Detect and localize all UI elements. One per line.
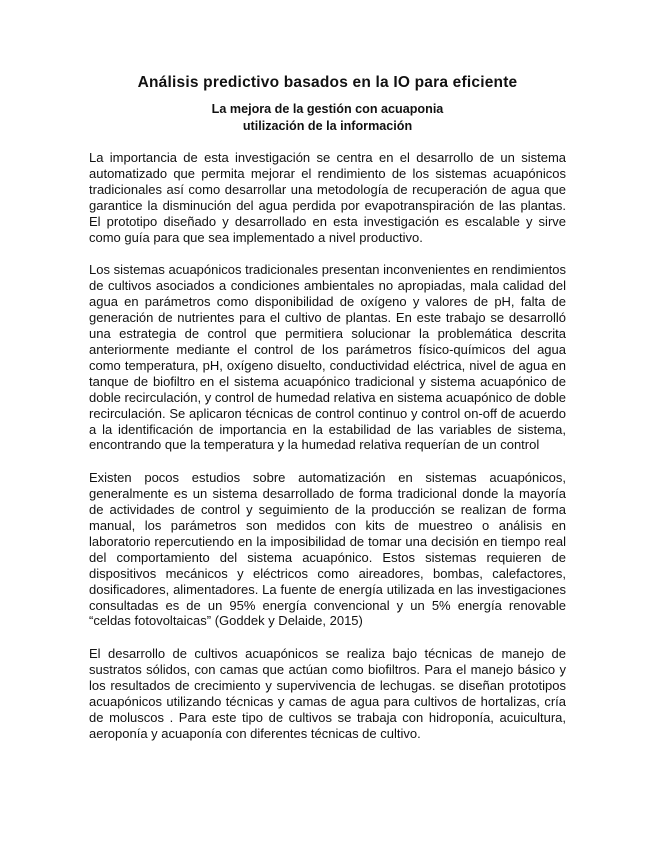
subtitle-line-2: utilización de la información xyxy=(242,119,413,133)
subtitle-line-1: La mejora de la gestión con acuaponia xyxy=(211,102,444,116)
document-subtitle xyxy=(0,101,655,135)
document-title: Análisis predictivo basados en la IO para eficiente xyxy=(137,74,518,91)
paragraph-1: La importancia de esta investigación se centra en el desarrollo de un sistema automatizado que permita mejorar el rendimiento de los sistemas acuapónicos tradicionales así como desarrollar una metodología de recuperación de agua que garantice la disminución del agua perdida por evapotranspiración de las plantas. El prototipo diseñado y desarrollado en esta investigación es escalable y sirve como guía para que sea implementado a nivel productivo. xyxy=(89,150,566,245)
paragraph-3: Existen pocos estudios sobre automatización en sistemas acuapónicos, generalmente es un sistema desarrollado de forma tradicional donde la mayoría de actividades de control y seguimiento de la producción se realizan de forma manual, los parámetros son medidos con kits de muestreo o análisis en laboratorio repercutiendo en la imposibilidad de tomar una decisión en tiempo real del comportamiento del sistema acuapónico. Estos sistemas requieren de dispositivos mecánicos y eléctricos como aireadores, bombas, calefactores, dosificadores, alimentadores. La fuente de energía utilizada en las investigaciones consultadas es de un 95% energía convencional y un 5% energía renovable “celdas fotovoltaicas” (Goddek y Delaide, 2015) xyxy=(89,470,566,629)
paragraph-4: El desarrollo de cultivos acuapónicos se realiza bajo técnicas de manejo de sustratos sólidos, con camas que actúan como biofiltros. Para el manejo básico y los resultados de crecimiento y supervivencia de lechugas. se diseñan prototipos acuapónicos utilizando técnicas y camas de agua para cultivos de hortalizas, cría de moluscos . Para este tipo de cultivos se trabaja con hidroponía, acuicultura, aeroponía y acuaponía con diferentes técnicas de cultivo. xyxy=(89,646,566,741)
paragraph-2: Los sistemas acuapónicos tradicionales presentan inconvenientes en rendimientos de cultivos asociados a condiciones ambientales no apropiadas, mala calidad del agua en parámetros como disponibilidad de oxígeno y valores de pH, falta de generación de nutrientes para el cultivo de plantas. En este trabajo se desarrolló una estrategia de control que permitiera solucionar la problemática descrita anteriormente mediante el control de los parámetros físico-químicos del agua como temperatura, pH, oxígeno disuelto, conductividad eléctrica, nivel de agua en tanque de biofiltro en el sistema acuapónico tradicional y sistema acuapónico de doble recirculación, y control de humedad relativa en sistema acuapónico de doble recirculación. Se aplicaron técnicas de control continuo y control on-off de acuerdo a la identificación de importancia en la estabilidad de las variables de sistema, encontrando que la temperatura y la humedad relativa requerían de un control xyxy=(89,262,566,453)
document-body xyxy=(89,150,566,759)
